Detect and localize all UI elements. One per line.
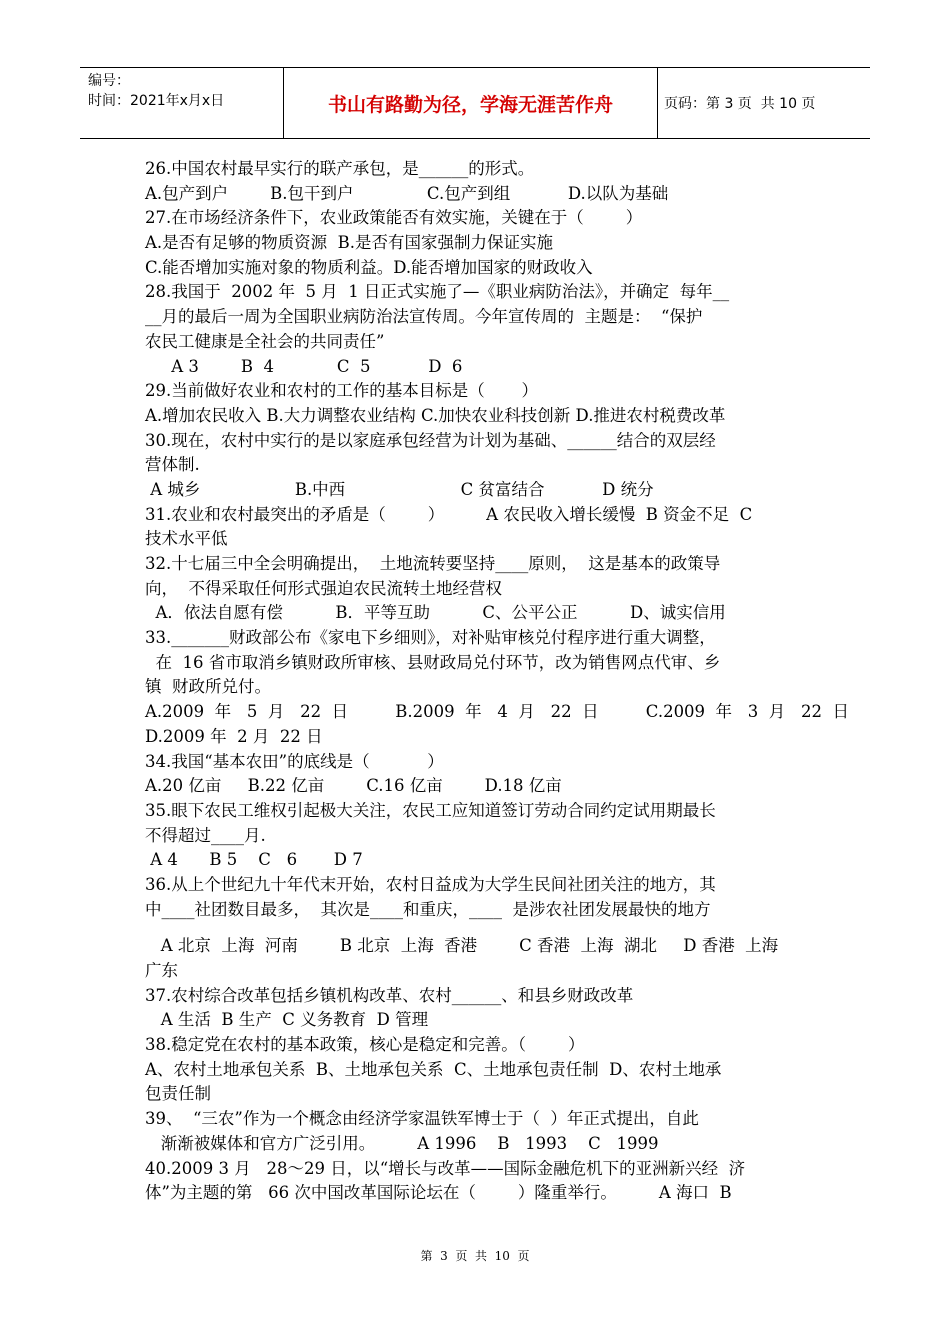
text-line: 26.中国农村最早实行的联产承包，是______的形式。 bbox=[145, 159, 535, 178]
text-line: 37.农村综合改革包括乡镇机构改革、农村______、和县乡财政改革 bbox=[145, 985, 634, 1005]
text-line: 广东 bbox=[145, 961, 178, 980]
header-motto bbox=[284, 68, 658, 138]
text-line: 29.当前做好农业和农村的工作的基本目标是（ ） bbox=[145, 381, 538, 401]
text-line: C.能否增加实施对象的物质利益。D.能否增加国家的财政收入 bbox=[145, 257, 593, 277]
document-date: 时间：2021年x月x日 bbox=[88, 93, 225, 109]
text-line: 34.我国“基本农田”的底线是（ ） bbox=[145, 751, 444, 771]
text-line: 向， 不得采取任何形式强迫农民流转土地经营权 bbox=[145, 578, 502, 598]
text-line: 36.从上个世纪九十年代末开始，农村日益成为大学生民间社团关注的地方，其 bbox=[145, 874, 716, 894]
text-line: 28.我国于 2002 年 5 月 1 日正式实施了—《职业病防治法》，并确定 每年__ bbox=[145, 282, 730, 302]
text-line: 39、 “三农”作为一个概念由经济学家温铁军博士于（ ）年正式提出，自此 bbox=[145, 1109, 699, 1129]
text-line: 技术水平低 bbox=[145, 529, 228, 549]
text-line: A 4 B 5 C 6 D 7 bbox=[145, 850, 363, 870]
text-line: 40.2009 3 月 28～29 日，以“增长与改革——国际金融危机下的亚洲新兴经 济 bbox=[145, 1158, 746, 1178]
text-line: 营体制. bbox=[145, 455, 200, 475]
page-header bbox=[80, 67, 870, 139]
text-line: 32.十七届三中全会明确提出， 土地流转要坚持____原则， 这是基本的政策导 bbox=[145, 554, 721, 573]
text-line: A 3 B 4 C 5 D 6 bbox=[145, 356, 463, 376]
text-line: 27.在市场经济条件下，农业政策能否有效实施，关键在于（ ） bbox=[145, 208, 643, 228]
text-line: A.20 亿亩 B.22 亿亩 C.16 亿亩 D.18 亿亩 bbox=[145, 776, 562, 796]
text-line: 31.农业和农村最突出的矛盾是（ ） A 农民收入增长缓慢 B 资金不足 C bbox=[145, 504, 753, 524]
text-line: A、农村土地承包关系 B、土地承包关系 C、土地承包责任制 D、农村土地承 bbox=[145, 1059, 722, 1079]
text-line: 35.眼下农民工维权引起极大关注，农民工应知道签订劳动合同约定试用期最长 bbox=[145, 800, 716, 820]
text-line: 农民工健康是全社会的共同责任” bbox=[145, 331, 385, 351]
text-line: 33._______财政部公布《家电下乡细则》，对补贴审核兑付程序进行重大调整， bbox=[145, 628, 716, 648]
page-footer: 第 3 页 共 10 页 bbox=[420, 1249, 530, 1263]
text-line: 渐渐被媒体和官方广泛引用。 A 1996 B 1993 C 1999 bbox=[145, 1133, 659, 1153]
text-line: A 城乡 B.中西 C 贫富结合 D 统分 bbox=[145, 479, 654, 499]
header-page-info bbox=[658, 68, 870, 138]
text-line: A.是否有足够的物质资源 B.是否有国家强制力保证实施 bbox=[145, 233, 554, 253]
text-line: A.增加农民收入 B.大力调整农业结构 C.加快农业科技创新 D.推进农村税费改革 bbox=[145, 405, 726, 425]
text-line: __月的最后一周为全国职业病防治法宣传周。今年宣传周的 主题是： “保护 bbox=[145, 307, 703, 327]
text-line: A 北京 上海 河南 B 北京 上海 香港 C 香港 上海 湖北 D 香港 上海 bbox=[145, 936, 779, 956]
text-line: 镇 财政所兑付。 bbox=[145, 677, 271, 697]
page-info-text: 页码：第 3 页 共 10 页 bbox=[664, 96, 816, 112]
document-code-label: 编号： bbox=[88, 73, 130, 89]
text-line: 包责任制 bbox=[145, 1084, 211, 1104]
question-body bbox=[145, 157, 849, 1206]
text-line: 中____社团数目最多， 其次是____和重庆，____ 是涉农社团发展最快的地方 bbox=[145, 899, 711, 919]
motto-text: 书山有路勤为径，学海无涯苦作舟 bbox=[327, 93, 613, 116]
text-line: A 生活 B 生产 C 义务教育 D 管理 bbox=[145, 1010, 429, 1030]
text-line: D.2009 年 2 月 22 日 bbox=[145, 726, 323, 746]
text-line: 体”为主题的第 66 次中国改革国际论坛在（ ）隆重举行。 A 海口 B bbox=[145, 1183, 732, 1203]
text-line: 不得超过____月. bbox=[145, 825, 266, 845]
text-line: 在 16 省市取消乡镇财政所审核、县财政局兑付环节，改为销售网点代审、乡 bbox=[145, 652, 721, 672]
text-line: A.包产到户 B.包干到户 C.包产到组 D.以队为基础 bbox=[145, 183, 669, 203]
header-meta bbox=[80, 68, 284, 138]
text-line: 30.现在，农村中实行的是以家庭承包经营为计划为基础、______结合的双层经 bbox=[145, 430, 716, 450]
text-line: 38.稳定党在农村的基本政策，核心是稳定和完善。（ ） bbox=[145, 1035, 585, 1055]
text-line: A.2009 年 5 月 22 日 B.2009 年 4 月 22 日 C.2009 年 3 月 22 日 bbox=[145, 702, 849, 722]
text-line: A．依法自愿有偿 B．平等互助 C、公平公正 D、诚实信用 bbox=[145, 603, 726, 623]
text-line bbox=[145, 922, 810, 934]
